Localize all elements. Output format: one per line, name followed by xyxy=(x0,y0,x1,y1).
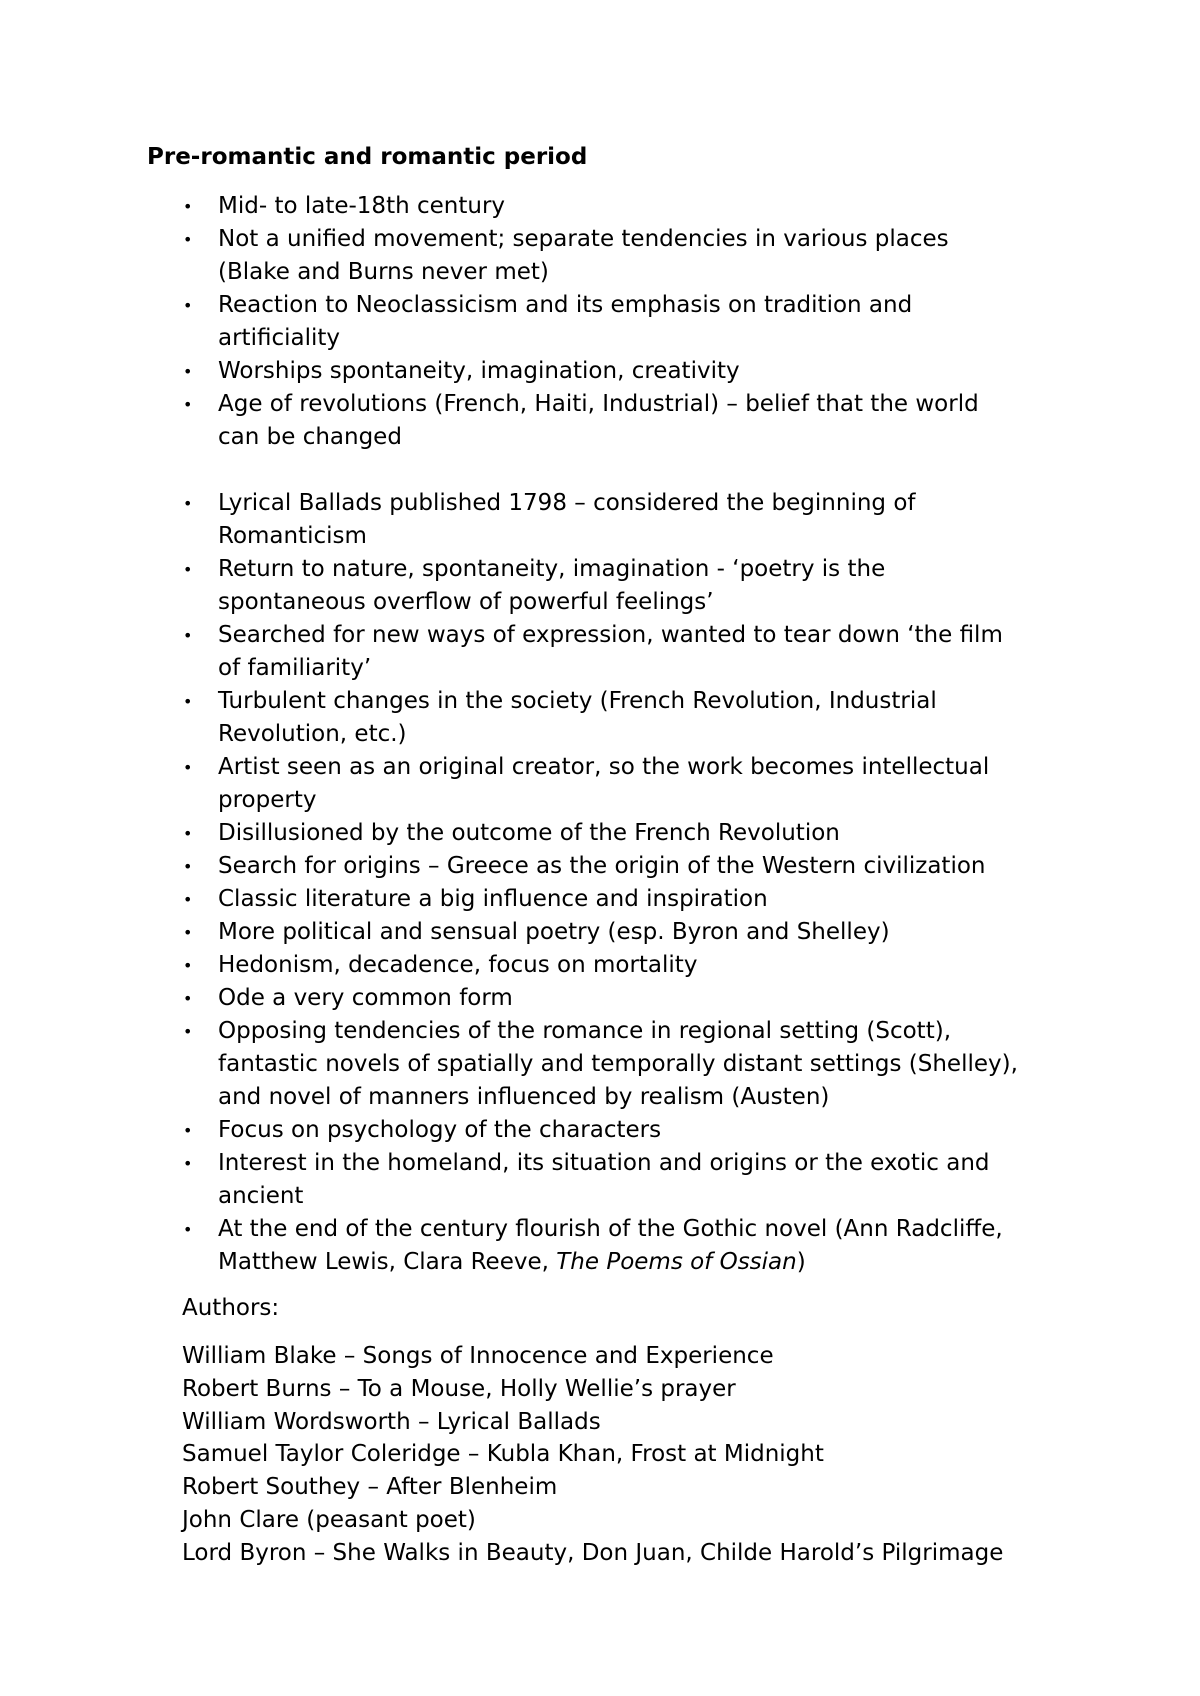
bullet-icon: • xyxy=(183,494,193,513)
bullet-icon: • xyxy=(183,857,193,876)
list-item: • Disillusioned by the outcome of the French Revolution xyxy=(183,817,1083,850)
bullet-icon: • xyxy=(183,626,193,645)
italic-title: The Poems of Ossian xyxy=(556,1249,797,1275)
list-item: • Search for origins – Greece as the origin of the Western civilization xyxy=(183,850,1083,883)
bullet-icon: • xyxy=(183,230,193,249)
bullet-icon: • xyxy=(183,692,193,711)
authors-heading: Authors: xyxy=(182,1295,280,1321)
authors-list xyxy=(182,1340,1003,1570)
list-item: • Searched for new ways of expression, wanted to tear down ‘the film of familiarity’ xyxy=(183,619,1083,685)
author-line: Samuel Taylor Coleridge – Kubla Khan, Frost at Midnight xyxy=(182,1441,824,1468)
list-item: • Focus on psychology of the characters xyxy=(183,1114,1083,1147)
author-line: Lord Byron – She Walks in Beauty, Don Juan, Childe Harold’s Pilgrimage xyxy=(182,1539,1004,1566)
bullet-icon: • xyxy=(183,362,193,381)
author-line: John Clare (peasant poet) xyxy=(182,1506,476,1533)
bullet-icon: • xyxy=(183,1220,193,1239)
bullet-icon: • xyxy=(183,1154,193,1173)
bullet-icon: • xyxy=(183,1022,193,1041)
bullet-icon: • xyxy=(183,824,193,843)
list-item: • Turbulent changes in the society (French Revolution, Industrial Revolution, etc.) xyxy=(183,685,1083,751)
author-line: Robert Southey – After Blenheim xyxy=(182,1474,558,1501)
author-line: Robert Burns – To a Mouse, Holly Wellie’s prayer xyxy=(182,1375,736,1402)
bullet-icon: • xyxy=(183,296,193,315)
list-item: • Age of revolutions (French, Haiti, Industrial) – belief that the world can be changed xyxy=(183,388,1083,454)
list-item: • Reaction to Neoclassicism and its emphasis on tradition and artificiality xyxy=(183,289,1083,355)
bullet-icon: • xyxy=(183,197,193,216)
list-item: • More political and sensual poetry (esp. Byron and Shelley) xyxy=(183,916,1083,949)
bullet-icon: • xyxy=(183,890,193,909)
author-line: William Wordsworth – Lyrical Ballads xyxy=(182,1408,601,1435)
list-item: • Lyrical Ballads published 1798 – considered the beginning of Romanticism xyxy=(183,487,1083,553)
bullet-icon: • xyxy=(183,989,193,1008)
list-item: • Interest in the homeland, its situation and origins or the exotic and ancient xyxy=(183,1147,1083,1213)
list-item: • Classic literature a big influence and inspiration xyxy=(183,883,1083,916)
bullet-icon: • xyxy=(183,560,193,579)
list-item: • Artist seen as an original creator, so the work becomes intellectual property xyxy=(183,751,1083,817)
list-item: • At the end of the century flourish of the Gothic novel (Ann Radcliffe, Matthew Lewis, Clara Reeve, The Poems of Ossian) xyxy=(183,1213,1083,1279)
list-item: • Not a unified movement; separate tendencies in various places (Blake and Burns never met) xyxy=(183,223,1083,289)
page-title: Pre-romantic and romantic period xyxy=(147,144,588,170)
author-line: William Blake – Songs of Innocence and Experience xyxy=(182,1343,774,1369)
bullet-icon: • xyxy=(183,956,193,975)
list-item: • Opposing tendencies of the romance in regional setting (Scott), fantastic novels of spatially and temporally distant settings (Shelley), and novel of manners influenced by realism (Austen) xyxy=(183,1015,1083,1114)
list-item: • Mid- to late-18th century xyxy=(183,190,1083,223)
list-item: • Return to nature, spontaneity, imagination - ‘poetry is the spontaneous overflow of powerful feelings’ xyxy=(183,553,1083,619)
list-item: • Worships spontaneity, imagination, creativity xyxy=(183,355,1083,388)
bullet-icon: • xyxy=(183,923,193,942)
bullet-icon: • xyxy=(183,1121,193,1140)
bullet-list xyxy=(183,190,1083,1279)
bullet-icon: • xyxy=(183,395,193,414)
bullet-icon: • xyxy=(183,758,193,777)
list-item: • Ode a very common form xyxy=(183,982,1083,1015)
list-item: • Hedonism, decadence, focus on mortality xyxy=(183,949,1083,982)
